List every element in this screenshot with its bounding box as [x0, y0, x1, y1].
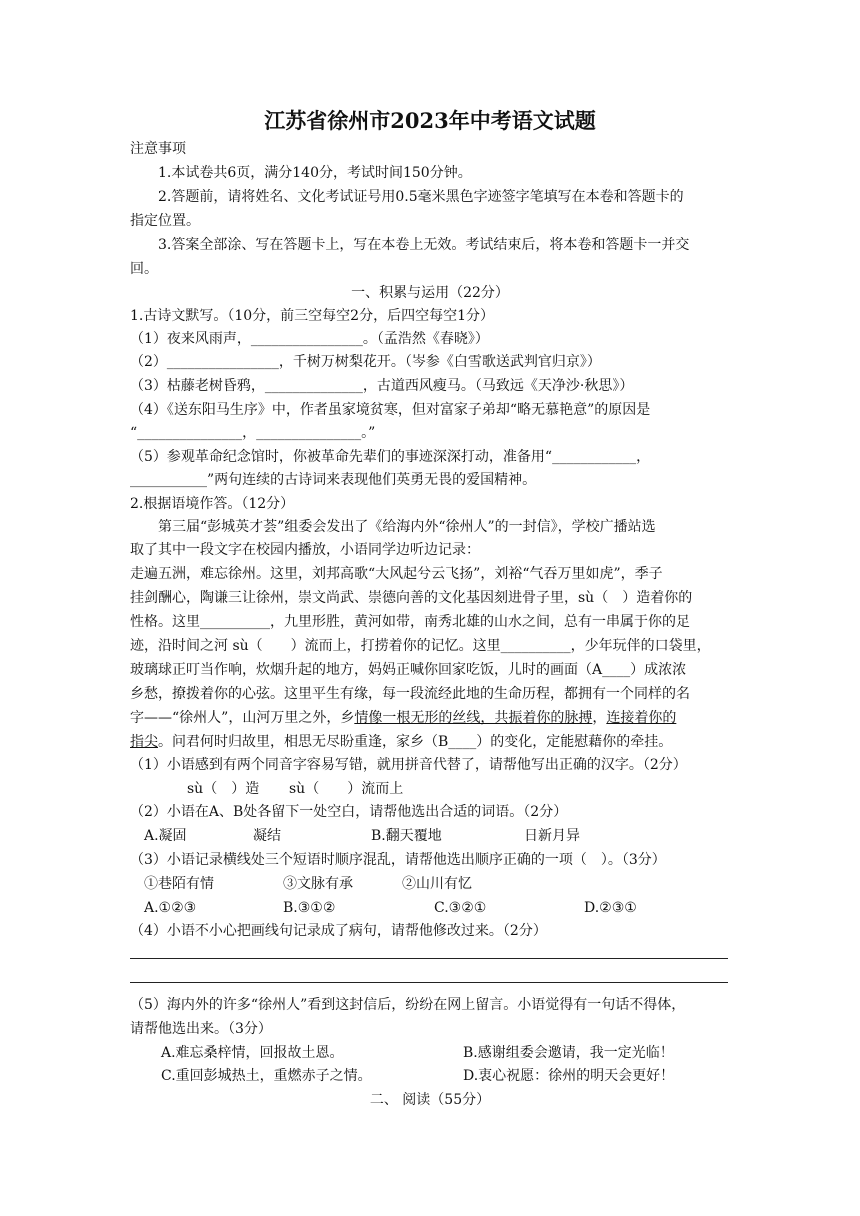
passage-line-6: 乡愁，撩拨着你的心弦。这里平生有缘，每一段流经此地的生命历程，都拥有一个同样的名	[130, 686, 690, 702]
q2-sub-3-option: D.②③①	[584, 900, 637, 916]
answer-line	[130, 958, 728, 959]
notice-item-3: 3.答案全部涂、写在答题卡上，写在本卷上无效。考试结束后，将本卷和答题卡一并交	[158, 237, 690, 253]
q2-intro: 第三届“彭城英才荟”组委会发出了《给海内外“徐州人”的一封信》，学校广播站选	[158, 519, 656, 535]
q2-sub-5-option: A.难忘桑梓情，回报故土恩。	[161, 1045, 344, 1061]
passage-line-7	[130, 708, 676, 728]
section-2-heading: 二、 阅读（55分）	[369, 1092, 491, 1108]
q2-sub-3-option: A.①②③	[144, 900, 197, 916]
passage-text: 字——“徐州人”，山河万里之外，乡	[130, 710, 355, 726]
passage-line-2: 挂剑酬心，陶谦三让徐州，崇文尚武、崇德向善的文化基因刻进骨子里，sù（ ）造着你的	[130, 590, 693, 606]
passage-line-3: 性格。这里__________，九里形胜，黄河如带，南秀北雄的山水之间，总有一串属于你的足	[130, 614, 690, 630]
q2-sub-1-blank-b: sù（ ）流而上	[289, 781, 404, 797]
underlined-sentence: 连接着你的	[606, 710, 677, 726]
q1-item-5-cont: ___________”两句连续的古诗词来表现他们英勇无畏的爱国精神。	[130, 472, 537, 488]
q1-item-4: （4）《送东阳马生序》中，作者虽家境贫寒，但对富家子弟却“略无慕艳意”的原因是	[130, 402, 651, 418]
answer-line	[130, 982, 728, 983]
q2-sub-5: （5）海内外的许多“徐州人”看到这封信后，纷纷在网上留言。小语觉得有一句话不得体，	[130, 997, 686, 1013]
passage-line-4: 迹，沿时间之河 sù（ ）流而上，打捞着你的记忆。这里__________，少年玩伴的口袋里，	[130, 638, 711, 654]
passage-line-8	[130, 732, 672, 752]
q2-sub-5-option: C.重回彭城热土，重燃赤子之情。	[161, 1068, 372, 1084]
q1-item-1: （1）夜来风雨声，________________。（孟浩然《春晓》）	[130, 331, 489, 347]
q2-sub-1: （1）小语感到有两个同音字容易写错，就用拼音代替了，请帮他写出正确的汉字。（2分）	[130, 757, 687, 773]
q2-sub-1-blank-a: sù（ ）造	[187, 781, 260, 797]
q1-item-2: （2）________________，千树万树梨花开。（岑参《白雪歌送武判官归京》）	[130, 354, 601, 370]
q1-stem: 1.古诗文默写。（10分，前三空每空2分，后四空每空1分）	[130, 308, 494, 324]
q1-item-3: （3）枯藤老树昏鸦，______________，古道西风瘦马。（马致远《天净沙·秋思》）	[130, 378, 634, 394]
q2-sub-2-option: 凝结	[253, 828, 281, 844]
q2-sub-5-option: B.感谢组委会邀请，我一定光临！	[463, 1045, 674, 1061]
q1-item-4-blanks: “_______________，_______________。”	[130, 425, 376, 441]
q2-sub-3-phrase: ①巷陌有情	[144, 876, 214, 892]
q2-intro-cont: 取了其中一段文字在校园内播放，小语同学边听边记录：	[130, 542, 480, 558]
q2-sub-3-phrase: ②山川有忆	[402, 876, 472, 892]
notice-item-1: 1.本试卷共6页，满分140分，考试时间150分钟。	[158, 165, 472, 181]
underlined-sentence: 情像一根无形的丝线，共振着你的脉搏	[354, 710, 593, 726]
q2-sub-2: （2）小语在A、B处各留下一处空白，请帮他选出合适的词语。（2分）	[130, 804, 568, 820]
section-1-heading: 一、积累与运用（22分）	[351, 285, 509, 301]
notice-heading: 注意事项	[130, 141, 186, 157]
q2-sub-3-option: B.③①②	[283, 900, 336, 916]
notice-item-2: 2.答题前，请将姓名、文化考试证号用0.5毫米黑色字迹签字笔填写在本卷和答题卡的	[158, 189, 684, 205]
q2-sub-3-option: C.③②①	[434, 900, 487, 916]
q2-sub-2-option: 日新月异	[524, 828, 580, 844]
passage-line-5: 玻璃球正叮当作响，炊烟升起的地方，妈妈正喊你回家吃饭，儿时的画面（A____）成浓浓	[130, 662, 687, 678]
q2-sub-5-cont: 请帮他选出来。（3分）	[130, 1021, 272, 1037]
passage-text: ，	[592, 710, 607, 726]
notice-item-3-cont: 回。	[130, 261, 158, 277]
passage-text: 。问君何时归故里，相思无尽盼重逢，家乡（B____）的变化，定能慰藉你的牵挂。	[158, 734, 673, 750]
q2-stem: 2.根据语境作答。（12分）	[130, 496, 295, 512]
q2-sub-4: （4）小语不小心把画线句记录成了病句，请帮他修改过来。（2分）	[130, 923, 547, 939]
page-title: 江苏省徐州市2023年中考语文试题	[264, 108, 596, 133]
q2-sub-5-option: D.衷心祝愿：徐州的明天会更好！	[463, 1068, 675, 1084]
q2-sub-3: （3）小语记录横线处三个短语时顺序混乱，请帮他选出顺序正确的一项（ ）。（3分）	[130, 852, 666, 868]
notice-item-2-cont: 指定位置。	[130, 213, 200, 229]
q2-sub-2-option: B.翻天覆地	[371, 828, 442, 844]
underlined-sentence: 指尖	[130, 734, 158, 750]
q2-sub-2-option: A.凝固	[144, 828, 187, 844]
q1-item-5: （5）参观革命纪念馆时，你被革命先辈们的事迹深深打动，准备用“____________，	[130, 449, 651, 465]
passage-line-1: 走遍五洲，难忘徐州。这里，刘邦高歌“大风起兮云飞扬”，刘裕“气吞万里如虎”，季子	[130, 566, 663, 582]
q2-sub-3-phrase: ③文脉有承	[283, 876, 353, 892]
